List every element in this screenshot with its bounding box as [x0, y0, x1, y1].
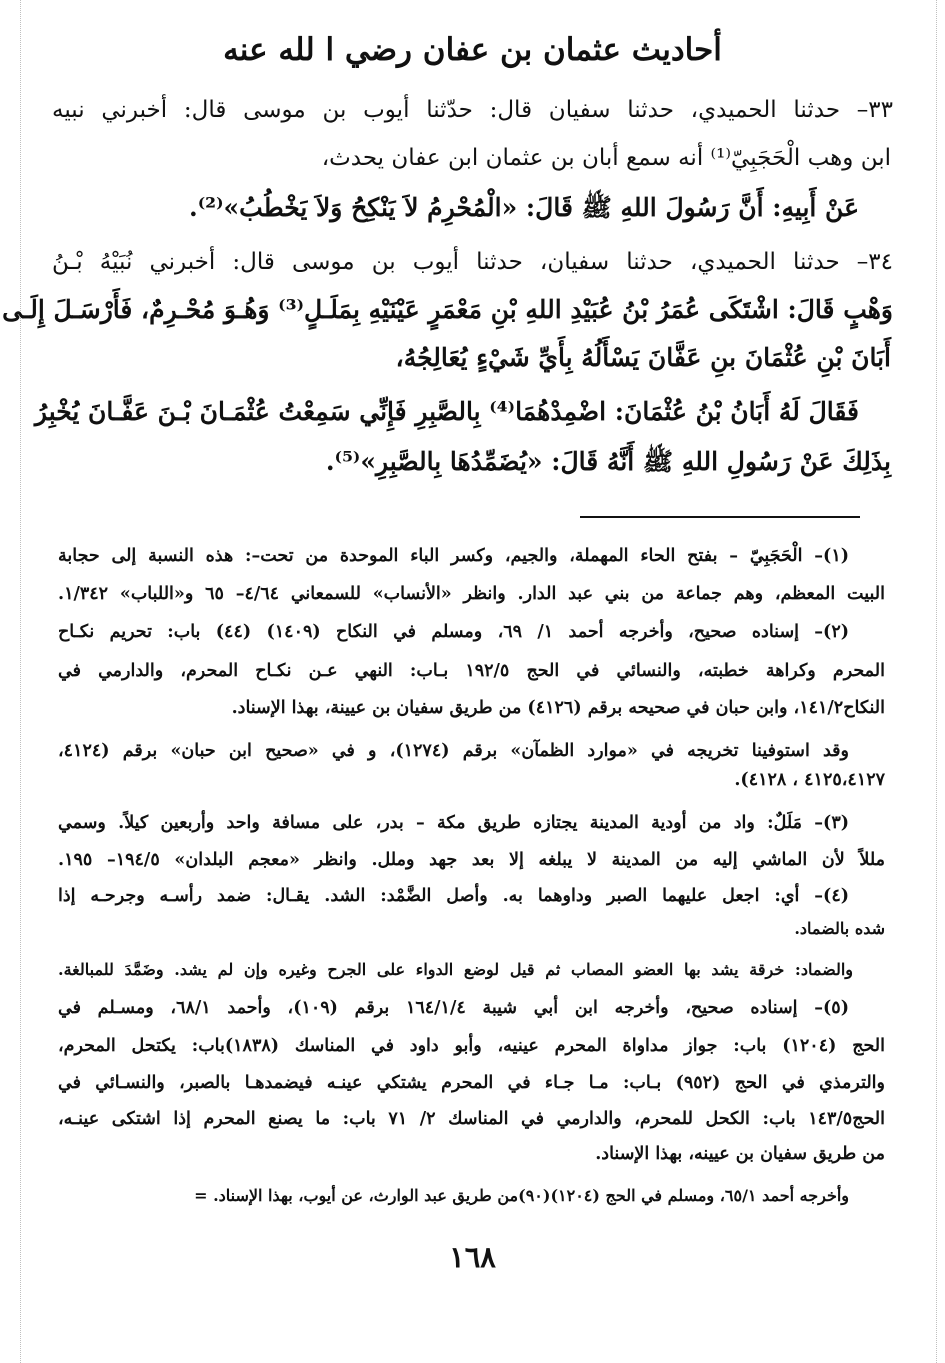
- scan-edge-left: [20, 0, 21, 1363]
- scan-edge-right: [936, 0, 937, 1363]
- hadith-34-line-1: ٣٤– حدثنا الحميدي، حدثنا سفيان، حدثنا أيوب بن موسى قال: أخبرني نُبَيْهُ بْـنُ: [52, 249, 893, 275]
- footnote-5-line-5: من طريق سفيان بن عيينه، بهذا الإسناد.: [595, 1144, 885, 1164]
- hadith-33-line-2: ابن وهب الْحَجَبِيّ⁽¹⁾ أنه سمع أبان بن عثمان ابن عفان يحدث،: [321, 145, 891, 171]
- footnote-3-line-1: (٣)– مَلَلٌ: واد من أودية المدينة يجتازه طريق مكة – بدر، على مسافة واحد وأربعين كيلاً. وسمي: [58, 813, 849, 833]
- hadith-34-line-4: فَقَالَ لَهُ أَبَانُ بْنُ عُثْمَانَ: اضْمِدْهُمَا⁽⁴⁾ بِالصَّبِرِ فَإِنِّي سَمِعْتُ عُثْمَـانَ بْـنَ عَفَّـانَ يُخْبِرُ: [34, 397, 859, 426]
- footnote-5-line-6: وأخرجه أحمد ٦٥/١، ومسلم في الحج (١٢٠٤)(٩٠)من طريق عبد الوارث، عن أيوب، بهذا الإسناد. =: [194, 1186, 849, 1205]
- footnote-2-line-1: (٢)– إسناده صحيح، وأخرجه أحمد ١/ ٦٩، ومسلم في النكاح (١٤٠٩) (٤٤) باب: تحريم نكـاح: [58, 622, 850, 642]
- hadith-34-line-2: وَهْبٍ قَالَ: اشْتَكَى عُمَرُ بْنُ عُبَيْدِ اللهِ بْنِ مَعْمَرٍ عَيْنَيْهِ بِمَلَـلٍ⁽³⁾ وَهُـوَ مُحْـرِمٌ، فَأَرْسَـلَ إِلَـى: [2, 295, 893, 324]
- footnote-separator: [580, 516, 860, 518]
- footnote-5-line-2: الحج (١٢٠٤) باب: جواز مداواة المحرم عينيه، وأبو داود في المناسك (١٨٣٨)باب: يكتحل المحرم،: [58, 1036, 885, 1056]
- footnote-2-line-3: النكاح١٤١/٢، وابن حبان في صحيحه برقم (٤١٢٦) من طريق سفيان بن عيينة، بهذا الإسناد.: [231, 698, 885, 718]
- footnote-4-line-1: (٤)– أي: اجعل عليهما الصبر وداوهما به. وأصل الضَّمْد: الشد. يقـال: ضمد رأسـه وجرحـه إذا: [58, 886, 849, 906]
- hadith-34-line-5: بِذَلِكَ عَنْ رَسُولِ اللهِ ﷺ أَنَّهُ قَالَ: «يُضَمِّدُهَا بِالصَّبِرِ»⁽⁵⁾.: [325, 447, 891, 476]
- footnote-4-line-2: شده بالضماد.: [794, 919, 885, 938]
- hadith-33-line-3: عَنْ أَبِيهِ: أَنَّ رَسُولَ اللهِ ﷺ قَالَ: «الْمُحْرِمُ لاَ يَنْكِحُ وَلاَ يَخْطُبُ»⁽²⁾.: [189, 193, 859, 222]
- page-title: أحاديث عثمان بن عفان رضي ا لله عنه: [223, 32, 722, 68]
- footnote-2-line-2: المحرم وكراهة خطبته، والنسائي في الحج ١٩٢/٥ بـاب: النهي عـن نكـاح المحرم، والدارمي في: [58, 661, 885, 681]
- footnote-5-line-3: والترمذي في الحج (٩٥٢) بـاب: مـا جـاء في المحرم يشتكي عينـه فيضمدهـا بالصبر، والنسـائي في: [58, 1073, 885, 1093]
- footnote-3-line-2: مللاً لأن الماشي إليه من المدينة لا يبلغه إلا بعد جهد وملل. وانظر «معجم البلدان» ١٩٤/٥– ١٩٥.: [58, 850, 885, 870]
- hadith-34-line-3: أَبَانَ بْنِ عُثْمَانَ بنِ عَفَّانَ يَسْأَلُهُ بِأَيِّ شَيْءٍ يُعَالِجُهُ،: [395, 343, 891, 372]
- footnote-2-line-4: وقد استوفينا تخريجه في «موارد الظمآن» برقم (١٢٧٤)، و في «صحيح ابن حبان» برقم (٤١٢٤،: [58, 741, 849, 761]
- footnote-5-line-1: (٥)– إسناده صحيح، وأخرجه ابن أبي شيبة ١٦٤/١/٤ برقم (١٠٩)، وأحمد ٦٨/١، ومسـلم في: [58, 998, 849, 1018]
- hadith-33-line-1: ٣٣– حدثنا الحميدي، حدثنا سفيان قال: حدّثنا أيوب بن موسى قال: أخبرني نبيه: [52, 97, 893, 123]
- footnote-5-line-4: الحج١٤٣/٥ باب: الكحل للمحرم، والدارمي في المناسك ٢/ ٧١ باب: ما يصنع المحرم إذا اشتكى عينـه،: [58, 1109, 885, 1129]
- footnote-1-line-1: (١)– الْحَجَبِيّ – بفتح الحاء المهملة، والجيم، وكسر الباء الموحدة من تحت–: هذه النسبة إلى حجابة: [58, 546, 849, 566]
- page-number: ١٦٨: [449, 1240, 496, 1274]
- footnote-2-line-5: ٤١٢٥،٤١٢٧ ، ٤١٢٨).: [734, 770, 885, 790]
- footnote-4-line-3: والضماد: خرقة يشد بها العضو المصاب ثم قيل لوضع الدواء على الجرح وغيره وإن لم يشد. وضَمَّدَ للمبالغة.: [58, 960, 853, 979]
- footnote-1-line-2: البيت المعظم، وهم جماعة من بني عبد الدار. وانظر «الأنساب» للسمعاني ٤/٦٤– ٦٥ و«اللباب» ١/٣٤٢.: [58, 584, 885, 604]
